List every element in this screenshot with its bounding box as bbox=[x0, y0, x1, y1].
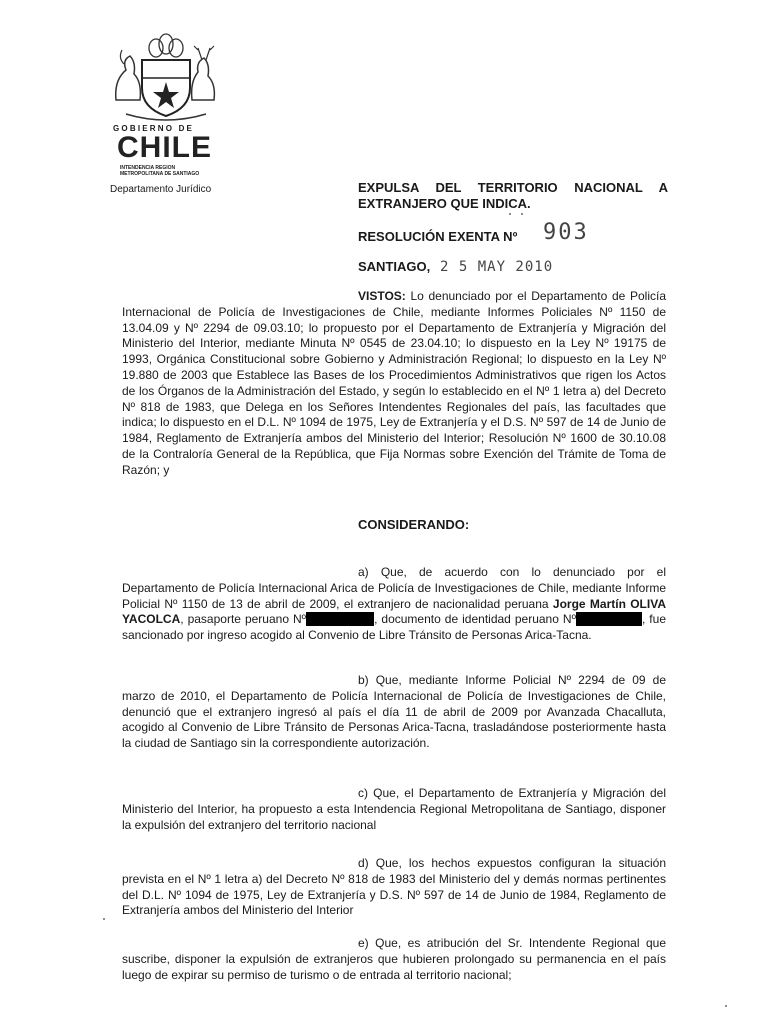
date-stamp: 2 5 MAY 2010 bbox=[440, 259, 554, 275]
vistos-label: VISTOS: bbox=[358, 289, 406, 303]
person-name: Jorge Martín OLIVA YACOLCA bbox=[122, 596, 666, 627]
paragraph-a: a) Que, de acuerdo con lo denunciado por el Departamento de Policía Internacional Arica de Policía de Investigaciones de Chile, mediante Informe Policial Nº 1150 de 13 de abril de 2009, el extranjero de nacionalidad peruana Jorge Martín OLIVA YACOLCA, pasaporte peruano Nº , documento de identidad peruano Nº , fue sancionado por ingreso acogido al Convenio de Libre Tránsito de Personas Arica-Tacna. bbox=[122, 565, 666, 643]
vistos-text: Lo denunciado por el Departamento de Policía Internacional de Policía de Investigaciones de Chile, mediante Informes Policiales Nº 1150 de 13.04.09 y Nº 2294 de 09.03.10; lo propuesto por el Departamento de Extranjería y Migración del Ministerio del Interior, mediante Minuta Nº 0545 de 23.04.10; lo dispuesto en la Ley Nº 19175 de 1993, Orgánica Constitucional sobre Gobierno y Administración Regional; lo dispuesto en la Ley Nº 19.880 de 2003 que Establece las Bases de los Procedimientos Administrativos que rigen los Actos de los Órganos de la Administración del Estado, y según lo establecido en el Nº 1 letra a) del Decreto Nº 818 de 1983, que Delega en los Señores Intendentes Regionales del país, las facultades que indica; lo dispuesto en el D.L. Nº 1094 de 1975, Ley de Extranjería y el D.S. Nº 597 de 14 de Junio de 1984, Reglamento de Extranjería ambos del Ministerio del Interior; Resolución Nº 1600 de 30.10.08 de la Contraloría General de la República, que Fija Normas sobre Exención del Trámite de Toma de Razón; y bbox=[122, 289, 666, 477]
considerando-heading: CONSIDERANDO: bbox=[358, 517, 470, 532]
document-title: EXPULSA DEL TERRITORIO NACIONAL A EXTRANJERO QUE INDICA. bbox=[358, 180, 668, 211]
paragraph-b: b) Que, mediante Informe Policial Nº 2294 de 09 de marzo de 2010, el Departamento de Policía Internacional de Policía de Investigaciones de Chile, denunció que el extranjero ingresó al país el día 11 de abril de 2009 por Avanzada Chacalluta, acogido al Convenio de Libre Tránsito de Personas Arica-Tacna, trasladándose posteriormente hasta la ciudad de Santiago sin la correspondiente autorización. bbox=[122, 673, 666, 751]
resolution-label: RESOLUCIÓN EXENTA Nº bbox=[358, 229, 518, 244]
paragraph-e: e) Que, es atribución del Sr. Intendente Regional que suscribe, disponer la expulsión de extranjeros que hubieren prolongado su permanencia en el país luego de expirar su permiso de turismo o de entrada al territorio nacional; bbox=[122, 936, 666, 982]
coat-of-arms-logo bbox=[96, 30, 236, 127]
speck-mark bbox=[521, 213, 523, 215]
resolution-number-stamp: 903 bbox=[543, 220, 589, 245]
redacted-passport bbox=[306, 612, 374, 626]
chile-wordmark: CHILE bbox=[117, 131, 212, 164]
gobierno-de-label: GOBIERNO DE bbox=[113, 124, 195, 133]
speck-mark bbox=[103, 918, 105, 920]
vistos-paragraph bbox=[122, 289, 666, 479]
department-label: Departamento Jurídico bbox=[110, 184, 212, 195]
intendencia-label: INTENDENCIA REGION METROPOLITANA DE SANTIAGO bbox=[120, 165, 200, 177]
speck-mark bbox=[725, 1005, 727, 1007]
santiago-label: SANTIAGO, bbox=[358, 259, 431, 274]
speck-mark bbox=[509, 213, 511, 215]
redacted-id bbox=[576, 612, 642, 626]
paragraph-c: c) Que, el Departamento de Extranjería y Migración del Ministerio del Interior, ha propuesto a esta Intendencia Regional Metropolitana de Santiago, disponer la expulsión del extranjero del territorio nacional bbox=[122, 786, 666, 832]
paragraph-d: d) Que, los hechos expuestos configuran la situación prevista en el Nº 1 letra a) del Decreto Nº 818 de 1983 del Ministerio del y demás normas pertinentes del D.L. Nº 1094 de 1975, Ley de Extranjería y D.S. Nº 597 de 14 de Junio de 1984, Reglamento de Extranjería ambos del Ministerio del Interior bbox=[122, 856, 666, 918]
